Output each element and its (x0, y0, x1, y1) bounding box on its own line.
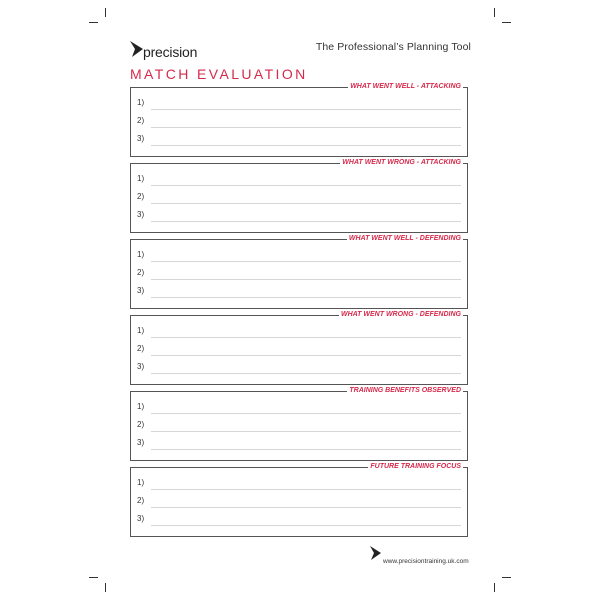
row-number: 2) (137, 496, 145, 505)
write-line (151, 525, 461, 526)
entry-row[interactable] (137, 344, 461, 356)
entry-row[interactable] (137, 134, 461, 146)
write-line (151, 489, 461, 490)
write-line (151, 185, 461, 186)
section-label: WHAT WENT WELL - DEFENDING (348, 235, 461, 242)
entry-row[interactable] (137, 402, 461, 414)
crop-mark (502, 577, 511, 578)
row-number: 2) (137, 420, 145, 429)
row-number: 1) (137, 250, 145, 259)
row-number: 2) (137, 268, 145, 277)
website-link[interactable]: www.precisiontraining.uk.com (383, 558, 469, 565)
row-number: 1) (137, 174, 145, 183)
entry-row[interactable] (137, 250, 461, 262)
write-line (151, 145, 461, 146)
crop-mark (89, 22, 98, 23)
entry-row[interactable] (137, 210, 461, 222)
row-number: 1) (137, 478, 145, 487)
section-label: FUTURE TRAINING FOCUS (370, 463, 461, 470)
entry-row[interactable] (137, 98, 461, 110)
entry-row[interactable] (137, 286, 461, 298)
section-went-well-defending (130, 235, 468, 309)
crop-mark (494, 583, 495, 592)
write-line (151, 109, 461, 110)
brand-name: precision (143, 44, 198, 60)
entry-row[interactable] (137, 174, 461, 186)
row-number: 1) (137, 98, 145, 107)
write-line (151, 127, 461, 128)
row-number: 3) (137, 210, 145, 219)
row-number: 1) (137, 326, 145, 335)
page-footer (369, 545, 479, 569)
entry-row[interactable] (137, 514, 461, 526)
entry-row[interactable] (137, 478, 461, 490)
section-label: WHAT WENT WRONG - DEFENDING (340, 311, 461, 318)
section-training-benefits (130, 387, 468, 461)
section-went-well-attacking (130, 83, 468, 157)
crop-mark (502, 22, 511, 23)
tagline: The Professional’s Planning Tool (315, 41, 471, 53)
row-number: 3) (137, 514, 145, 523)
write-line (151, 297, 461, 298)
section-label: WHAT WENT WRONG - ATTACKING (342, 159, 461, 166)
entry-row[interactable] (137, 192, 461, 204)
row-number: 1) (137, 402, 145, 411)
write-line (151, 507, 461, 508)
write-line (151, 355, 461, 356)
write-line (151, 221, 461, 222)
write-line (151, 203, 461, 204)
section-label: TRAINING BENEFITS OBSERVED (349, 387, 461, 394)
row-number: 2) (137, 344, 145, 353)
section-went-wrong-defending (130, 311, 468, 385)
crop-mark (494, 8, 495, 17)
row-number: 3) (137, 438, 145, 447)
crop-mark (89, 577, 98, 578)
row-number: 2) (137, 192, 145, 201)
row-number: 3) (137, 362, 145, 371)
page-title: MATCH EVALUATION (130, 66, 308, 82)
entry-row[interactable] (137, 326, 461, 338)
write-line (151, 431, 461, 432)
row-number: 3) (137, 134, 145, 143)
brand-logo (129, 37, 197, 59)
write-line (151, 413, 461, 414)
write-line (151, 261, 461, 262)
section-future-training-focus (130, 463, 468, 537)
entry-row[interactable] (137, 116, 461, 128)
page-header (129, 37, 471, 61)
write-line (151, 279, 461, 280)
write-line (151, 373, 461, 374)
entry-row[interactable] (137, 438, 461, 450)
write-line (151, 449, 461, 450)
entry-row[interactable] (137, 496, 461, 508)
entry-row[interactable] (137, 362, 461, 374)
entry-row[interactable] (137, 268, 461, 280)
arrow-logo-icon (369, 545, 383, 561)
crop-mark (105, 8, 106, 17)
write-line (151, 337, 461, 338)
crop-mark (105, 583, 106, 592)
entry-row[interactable] (137, 420, 461, 432)
row-number: 3) (137, 286, 145, 295)
section-label: WHAT WENT WELL - ATTACKING (350, 83, 461, 90)
row-number: 2) (137, 116, 145, 125)
section-went-wrong-attacking (130, 159, 468, 233)
